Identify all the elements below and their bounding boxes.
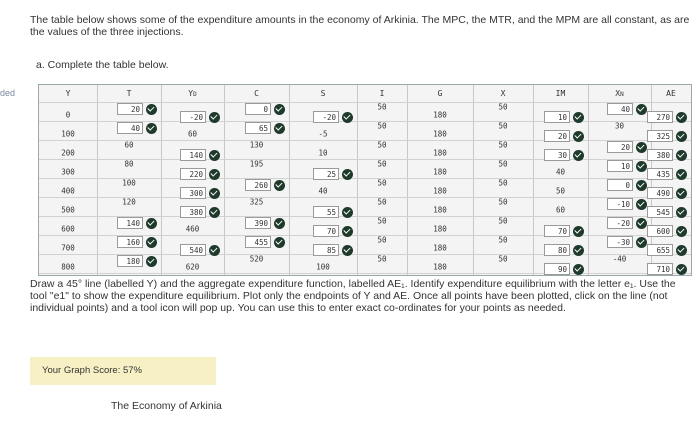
header-label: G [437,89,443,98]
column-header-xn [615,89,623,98]
correct-check-icon [573,131,584,142]
table-cell-y: 300 [61,167,75,177]
column-header-x [501,89,506,98]
column-divider [161,85,162,275]
answer-input-yd[interactable]: 220 [180,168,206,180]
answer-input-im[interactable]: 20 [544,130,570,142]
correct-check-icon [573,245,584,256]
correct-check-icon [676,188,687,199]
answer-input-t[interactable]: 20 [117,103,143,115]
answer-input-im[interactable]: 80 [544,244,570,256]
answer-input-im[interactable]: 10 [544,111,570,123]
expenditure-table [38,84,692,276]
header-subscript: N [620,91,624,98]
table-cell-yd: 60 [187,129,198,139]
table-cell-i: 50 [377,102,387,112]
answer-input-yd[interactable]: 380 [180,206,206,218]
table-cell-i: 50 [377,121,387,131]
correct-check-icon [274,237,285,248]
answer-input-ae[interactable]: 325 [647,130,673,142]
correct-check-icon [209,150,220,161]
table-cell-x: 50 [498,121,508,131]
answer-input-s[interactable]: 70 [313,225,339,237]
table-cell-xn: -40 [612,254,627,264]
table-cell-y: 100 [61,129,75,139]
table-cell-y: 500 [61,205,75,215]
correct-check-icon [209,207,220,218]
table-cell-i: 50 [377,254,387,264]
header-label: Y [188,89,194,98]
correct-check-icon [676,131,687,142]
table-cell-x: 50 [498,216,508,226]
table-cell-c: 195 [249,159,264,169]
header-label: S [320,89,326,98]
correct-check-icon [342,226,353,237]
answer-input-xn[interactable]: -30 [607,236,633,248]
row-divider [39,159,691,160]
header-label: X [500,89,506,98]
table-cell-y: 700 [61,243,75,253]
table-cell-x: 50 [498,102,508,112]
table-cell-im: 60 [555,205,566,215]
table-cell-yd: 620 [185,262,200,272]
table-cell-s: 40 [318,186,328,196]
column-header-ae [666,89,676,98]
answer-input-xn[interactable]: 0 [607,179,633,191]
correct-check-icon [146,237,157,248]
column-header-i [380,89,385,98]
table-cell-yd: 460 [185,224,200,234]
table-cell-g: 180 [433,262,447,272]
table-cell-g: 180 [433,224,447,234]
column-divider [357,85,358,275]
correct-check-icon [146,218,157,229]
answer-input-t[interactable]: 180 [117,255,143,267]
row-divider [39,178,691,179]
table-cell-s: -5 [318,129,328,139]
answer-input-im[interactable]: 70 [544,225,570,237]
answer-input-c[interactable]: 0 [245,103,271,115]
answer-input-t[interactable]: 140 [117,217,143,229]
table-cell-g: 180 [433,205,447,215]
table-cell-c: 130 [249,140,264,150]
answer-input-yd[interactable]: 540 [180,244,206,256]
row-divider [39,273,691,274]
table-cell-y: 0 [65,110,71,120]
table-cell-x: 50 [498,178,508,188]
table-cell-x: 50 [498,254,508,264]
answer-input-yd[interactable]: 140 [180,149,206,161]
column-divider [588,85,589,275]
column-divider [289,85,290,275]
correct-check-icon [209,112,220,123]
table-cell-g: 180 [433,186,447,196]
header-label: AE [666,89,676,98]
correct-check-icon [636,180,647,191]
answer-input-ae[interactable]: 710 [647,263,673,275]
correct-check-icon [342,112,353,123]
table-cell-t: 60 [124,140,134,150]
table-cell-x: 50 [498,159,508,169]
answer-input-t[interactable]: 40 [117,122,143,134]
answer-input-xn[interactable]: 40 [607,103,633,115]
header-label: Y [65,89,71,98]
correct-check-icon [636,142,647,153]
header-label: C [254,89,259,98]
correct-check-icon [342,207,353,218]
correct-check-icon [209,169,220,180]
answer-input-xn[interactable]: 20 [607,141,633,153]
table-cell-s: 10 [318,148,328,158]
table-cell-i: 50 [377,216,387,226]
correct-check-icon [676,112,687,123]
correct-check-icon [636,218,647,229]
column-divider [473,85,474,275]
column-divider [533,85,534,275]
table-cell-x: 50 [498,197,508,207]
table-cell-x: 50 [498,140,508,150]
answer-input-xn[interactable]: 10 [607,160,633,172]
row-divider [39,197,691,198]
column-header-s [321,89,326,98]
table-cell-i: 50 [377,235,387,245]
column-divider [97,85,98,275]
correct-check-icon [209,245,220,256]
correct-check-icon [274,104,285,115]
table-cell-g: 180 [433,243,447,253]
table-cell-y: 600 [61,224,75,234]
correct-check-icon [636,104,647,115]
correct-check-icon [573,112,584,123]
correct-check-icon [676,226,687,237]
table-cell-g: 180 [433,129,447,139]
answer-input-ae[interactable]: 270 [647,111,673,123]
table-cell-g: 180 [433,110,447,120]
table-cell-im: 50 [555,186,566,196]
correct-check-icon [342,169,353,180]
answer-input-ae[interactable]: 545 [647,206,673,218]
correct-check-icon [146,104,157,115]
answer-input-s[interactable]: 85 [313,244,339,256]
correct-check-icon [573,150,584,161]
graph-score-badge: Your Graph Score: 57% [30,357,216,385]
table-cell-i: 50 [377,140,387,150]
table-cell-t: 120 [122,197,136,207]
answer-input-c[interactable]: 455 [245,236,271,248]
column-divider [224,85,225,275]
answer-input-im[interactable]: 30 [544,149,570,161]
table-cell-t: 100 [122,178,136,188]
table-cell-g: 180 [433,148,447,158]
answer-input-c[interactable]: 260 [245,179,271,191]
table-cell-y: 800 [61,262,75,272]
row-divider [39,140,691,141]
column-header-c [254,89,259,98]
table-cell-s: 100 [316,262,330,272]
header-label: I [379,89,385,98]
answer-input-s[interactable]: -20 [313,111,339,123]
answer-input-ae[interactable]: 655 [647,244,673,256]
correct-check-icon [676,150,687,161]
answer-input-ae[interactable]: 490 [647,187,673,199]
column-header-g [438,89,443,98]
answer-input-ae[interactable]: 600 [647,225,673,237]
answer-input-c[interactable]: 390 [245,217,271,229]
answer-input-im[interactable]: 90 [544,263,570,275]
answer-input-s[interactable]: 25 [313,168,339,180]
correct-check-icon [274,218,285,229]
answer-input-s[interactable]: 55 [313,206,339,218]
correct-check-icon [146,256,157,267]
answer-input-c[interactable]: 65 [245,122,271,134]
correct-check-icon [676,264,687,275]
correct-check-icon [274,180,285,191]
answer-input-ae[interactable]: 380 [647,149,673,161]
table-cell-i: 50 [377,159,387,169]
correct-check-icon [676,207,687,218]
column-header-yd [188,89,196,98]
table-cell-c: 325 [249,197,264,207]
answer-input-yd[interactable]: 300 [180,187,206,199]
correct-check-icon [636,199,647,210]
table-cell-y: 200 [61,148,75,158]
table-cell-xn: 30 [614,121,625,131]
draw-instructions: Draw a 45° line (labelled Y) and the aggregate expenditure function, labelled AE₁. Identify expenditure equilibrium with the letter e₁. Use the tool "e1" to show the expenditure equilibrium. Plot only the endpoints of Y and AE. Once all points have been plotted, click on the line (not individual points) and a tool icon will pop up. You can use this to enter exact co-ordinates for your points as needed. [30,278,676,314]
header-label: T [126,89,132,98]
column-divider [407,85,408,275]
header-label: X [615,89,621,98]
column-header-t [127,89,132,98]
correct-check-icon [636,161,647,172]
answer-input-xn[interactable]: -20 [607,217,633,229]
correct-check-icon [573,264,584,275]
answer-input-yd[interactable]: -20 [180,111,206,123]
header-subscript: D [193,91,197,98]
column-header-im [556,89,566,98]
column-header-y [66,89,71,98]
correct-check-icon [209,188,220,199]
table-cell-im: 40 [555,167,566,177]
table-cell-c: 520 [249,254,264,264]
table-cell-t: 80 [124,159,134,169]
answer-input-t[interactable]: 160 [117,236,143,248]
header-label: IM [555,89,566,98]
answer-input-xn[interactable]: -10 [607,198,633,210]
side-tag: ded [0,88,16,98]
correct-check-icon [676,245,687,256]
correct-check-icon [676,169,687,180]
table-cell-i: 50 [377,178,387,188]
correct-check-icon [274,123,285,134]
table-cell-x: 50 [498,235,508,245]
correct-check-icon [636,237,647,248]
answer-input-ae[interactable]: 435 [647,168,673,180]
correct-check-icon [146,123,157,134]
intro-text: The table below shows some of the expenditure amounts in the economy of Arkinia. The MPC, the MTR, and the MPM are all constant, as are the values of the three injections. [30,14,690,38]
correct-check-icon [342,245,353,256]
table-cell-g: 180 [433,167,447,177]
correct-check-icon [573,226,584,237]
graph-title: The Economy of Arkinia [111,400,222,412]
table-cell-i: 50 [377,197,387,207]
table-cell-y: 400 [61,186,75,196]
part-label: a. Complete the table below. [36,59,169,71]
